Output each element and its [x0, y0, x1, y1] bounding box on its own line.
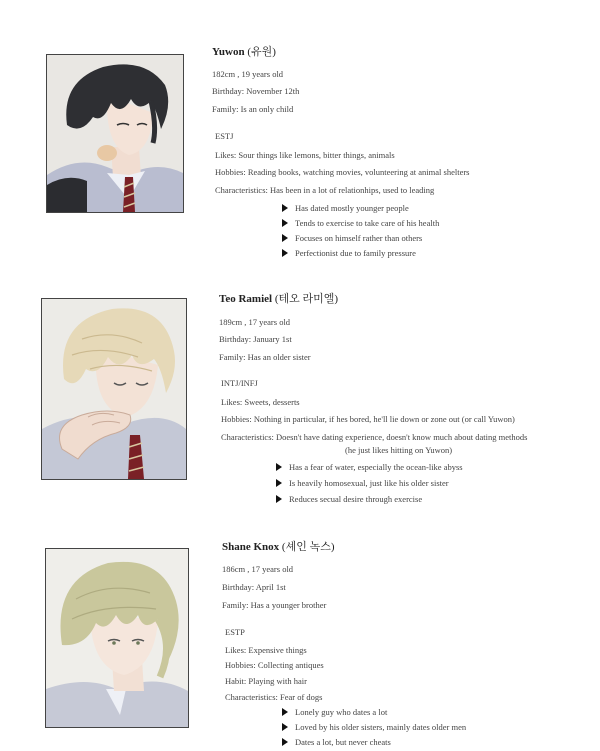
birthday: Birthday: April 1st	[222, 582, 286, 592]
hobbies: Hobbies: Collecting antiques	[225, 660, 324, 670]
portrait-shane-knox	[45, 548, 189, 728]
characteristics-cont: (he just likes hitting on Yuwon)	[345, 445, 453, 455]
birthday: Birthday: November 12th	[212, 86, 300, 96]
list-item: Tends to exercise to take care of his health	[282, 218, 439, 228]
mbti: INTJ/INFJ	[221, 378, 258, 388]
list-item: Perfectionist due to family pressure	[282, 248, 416, 258]
name-en: Yuwon	[212, 46, 245, 58]
list-item: Has a fear of water, especially the ocean-like abyss	[276, 462, 463, 472]
bullet-triangle-icon	[282, 723, 288, 731]
list-item: Has dated mostly younger people	[282, 203, 409, 213]
profile-name	[219, 290, 338, 306]
hobbies: Hobbies: Nothing in particular, if hes bored, he'll lie down or zone out (or call Yuwon)	[221, 414, 515, 424]
name-kr: (셰인 녹스)	[281, 541, 335, 553]
portrait-yuwon-illustration	[47, 55, 183, 212]
portrait-shane-illustration	[46, 549, 188, 727]
profile-name	[212, 43, 276, 59]
bullet-triangle-icon	[282, 738, 288, 746]
height-age: 182cm , 19 years old	[212, 69, 284, 79]
name-kr: (유원)	[247, 46, 276, 58]
mbti: ESTJ	[215, 131, 234, 141]
bullet-triangle-icon	[276, 495, 282, 503]
portrait-yuwon	[46, 54, 184, 213]
characteristics: Characteristics: Doesn't have dating experience, doesn't know much about dating methods	[221, 432, 528, 442]
likes: Likes: Sour things like lemons, bitter things, animals	[215, 150, 395, 160]
family: Family: Has a younger brother	[222, 600, 327, 610]
bullet-triangle-icon	[282, 204, 288, 212]
characteristics: Characteristics: Fear of dogs	[225, 692, 323, 702]
list-item: Reduces secual desire through exercise	[276, 494, 422, 504]
bullet-triangle-icon	[282, 234, 288, 242]
likes: Likes: Expensive things	[225, 645, 307, 655]
bullet-triangle-icon	[276, 479, 282, 487]
name-en: Shane Knox	[222, 541, 280, 553]
height-age: 189cm , 17 years old	[219, 317, 291, 327]
list-item: Loved by his older sisters, mainly dates older men	[282, 722, 466, 732]
portrait-teo-illustration	[42, 299, 186, 479]
hobbies: Hobbies: Reading books, watching movies, volunteering at animal shelters	[215, 167, 470, 177]
bullet-triangle-icon	[276, 463, 282, 471]
bullet-triangle-icon	[282, 219, 288, 227]
characteristics: Characteristics: Has been in a lot of relationhips, used to leading	[215, 185, 435, 195]
bullet-triangle-icon	[282, 708, 288, 716]
mbti: ESTP	[225, 627, 245, 637]
bullet-triangle-icon	[282, 249, 288, 257]
family: Family: Is an only child	[212, 104, 294, 114]
habit: Habit: Playing with hair	[225, 676, 307, 686]
list-item: Dates a lot, but never cheats	[282, 737, 391, 747]
list-item: Is heavily homosexual, just like his older sister	[276, 478, 449, 488]
name-kr: (테오 라미엘)	[274, 293, 339, 305]
likes: Likes: Sweets, desserts	[221, 397, 300, 407]
profile-name	[222, 538, 335, 554]
list-item: Focuses on himself rather than others	[282, 233, 422, 243]
name-en: Teo Ramiel	[219, 293, 273, 305]
list-item: Lonely guy who dates a lot	[282, 707, 387, 717]
portrait-teo-ramiel	[41, 298, 187, 480]
birthday: Birthday: January 1st	[219, 334, 292, 344]
family: Family: Has an older sister	[219, 352, 311, 362]
height-age: 186cm , 17 years old	[222, 564, 294, 574]
